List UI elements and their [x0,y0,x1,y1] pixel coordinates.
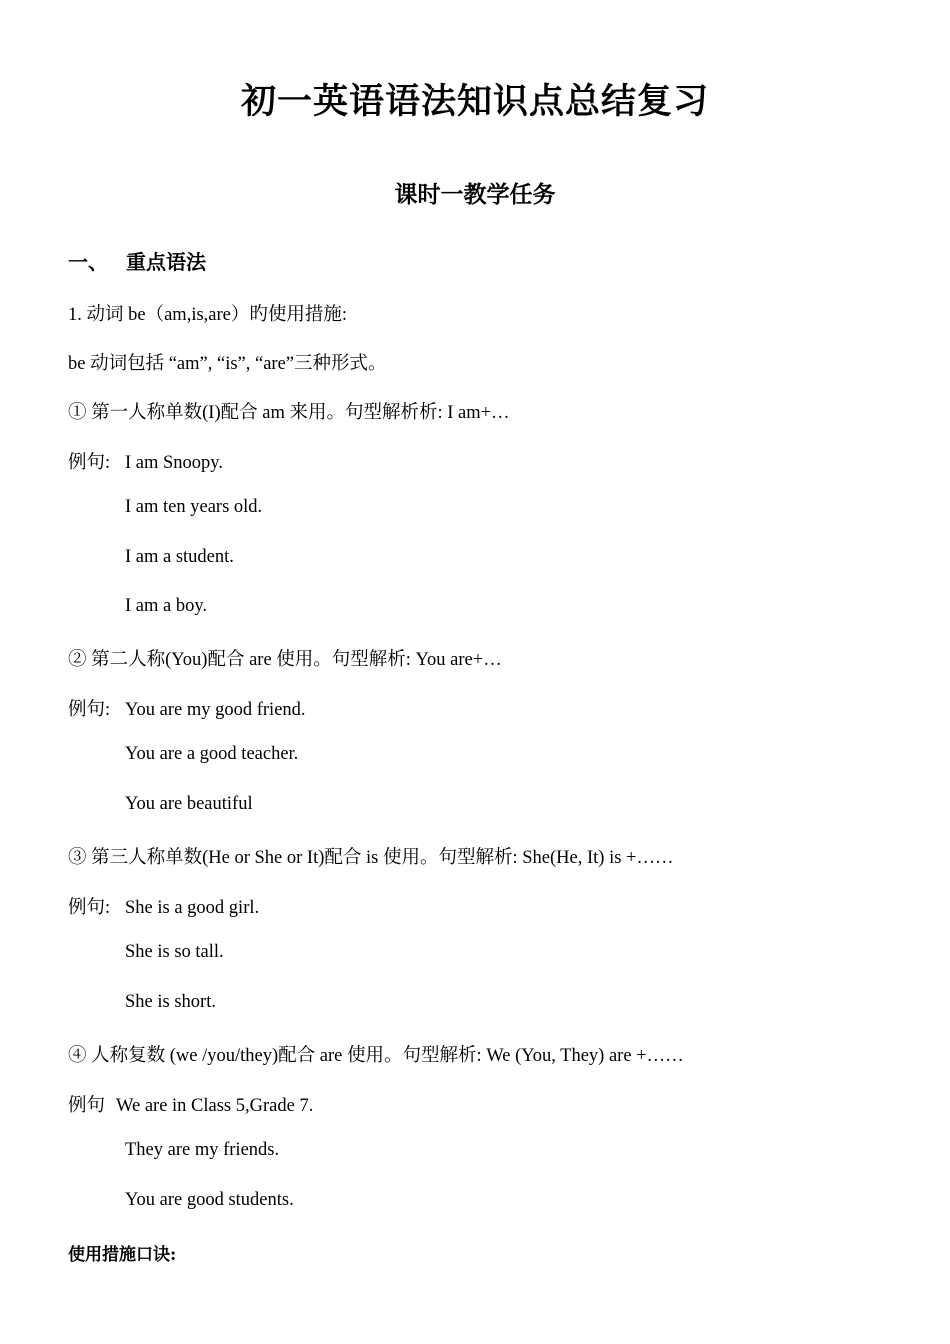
example-sentence: She is short. [125,992,216,1012]
document-subtitle: 课时一教学任务 [394,181,556,208]
example-label: 例句: [68,898,111,918]
example-sentence: We are in Class 5,Grade 7. [116,1096,314,1116]
paragraph-line: be 动词包括 “am”, “is”, “are”三种形式。 [68,354,387,374]
example-sentence: You are my good friend. [125,700,306,720]
example-label: 例句: [68,453,111,473]
example-label: 例句: [68,700,111,720]
example-sentence: She is a good girl. [125,898,260,918]
paragraph-line: ③ 第三人称单数(He or She or It)配合 is 使用。句型解析: She(He, It) is +…… [68,848,674,868]
paragraph-line: ① 第一人称单数(I)配合 am 来用。句型解析析: I am+… [68,403,510,423]
section-number: 一、 [68,250,108,274]
example-line [68,695,306,721]
example-line [68,893,259,919]
paragraph-line: ② 第二人称(You)配合 are 使用。句型解析: You are+… [68,650,502,670]
paragraph-line: 1. 动词 be（am,is,are）旳使用措施: [68,305,348,325]
example-line [68,1091,313,1117]
example-sentence: You are good students. [125,1190,294,1210]
example-sentence: You are a good teacher. [125,744,299,764]
example-label: 例句 [68,1096,106,1116]
document-title: 初一英语语法知识点总结复习 [240,81,709,122]
example-sentence: I am Snoopy. [125,453,223,473]
paragraph-line: ④ 人称复数 (we /you/they)配合 are 使用。句型解析: We (You, They) are +…… [68,1046,684,1066]
section-title: 重点语法 [126,250,206,274]
example-sentence: I am a boy. [125,596,208,616]
example-sentence: You are beautiful [125,794,253,814]
example-sentence: She is so tall. [125,942,224,962]
example-sentence: I am a student. [125,547,234,567]
example-sentence: I am ten years old. [125,497,263,517]
example-sentence: They are my friends. [125,1140,280,1160]
example-line [68,448,223,474]
section-heading [68,246,206,275]
mnemonic-heading: 使用措施口诀: [68,1245,177,1265]
